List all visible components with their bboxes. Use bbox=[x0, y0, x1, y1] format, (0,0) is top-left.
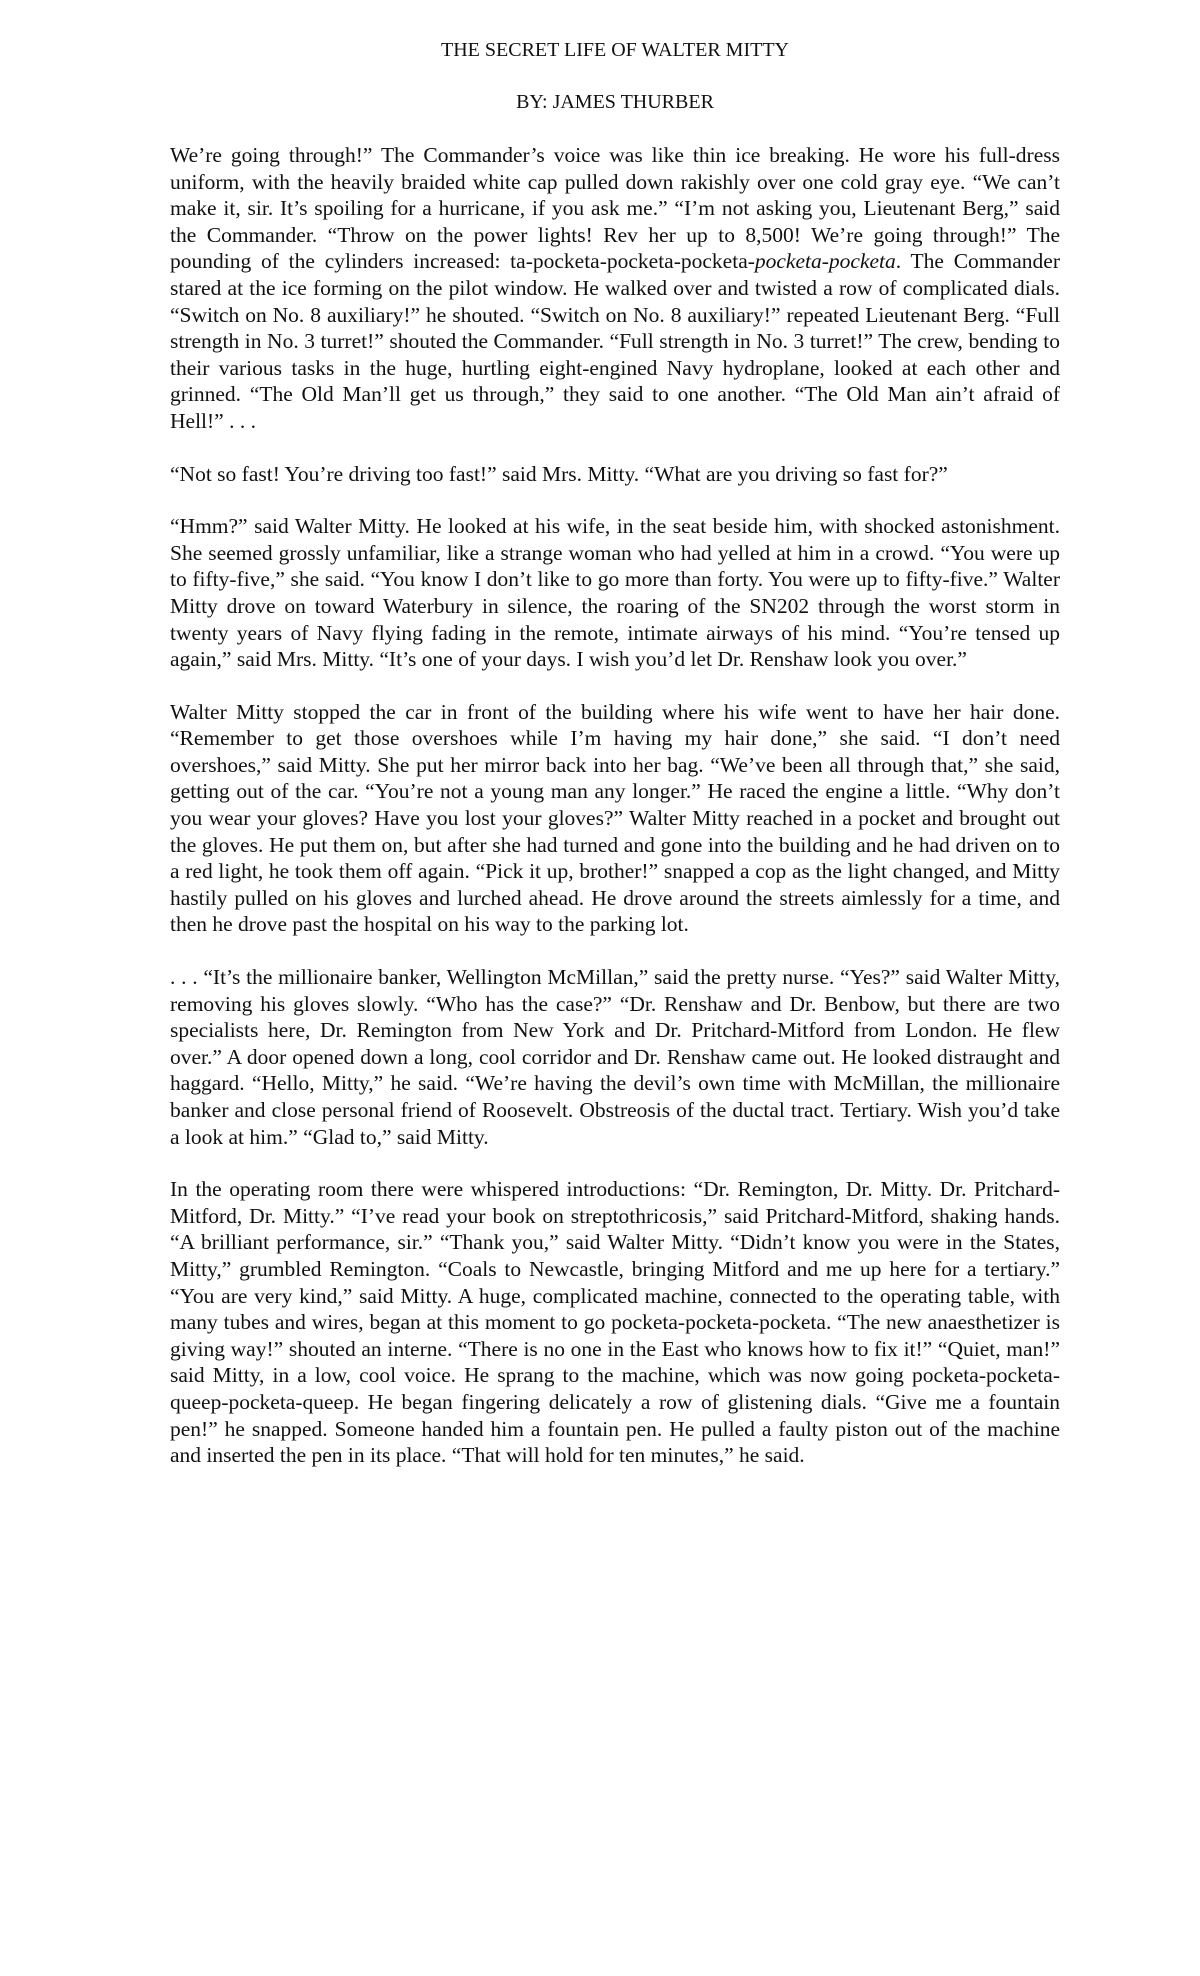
text-run: “Not so fast! You’re driving too fast!” said Mrs. Mitty. “What are you driving so fast for?” bbox=[170, 461, 948, 486]
paragraph bbox=[170, 142, 1060, 435]
paragraph bbox=[170, 461, 1060, 488]
paragraph bbox=[170, 699, 1060, 938]
text-run: . . . “It’s the millionaire banker, Wellington McMillan,” said the pretty nurse. “Yes?” said Walter Mitty, removing his gloves slowly. “Who has the case?” “Dr. Renshaw and Dr. Benbow, but there are two specialists here, Dr. Remington from New York and Dr. Pritchard-Mitford from London. He flew over.” A door opened down a long, cool corridor and Dr. Renshaw came out. He looked distraught and haggard. “Hello, Mitty,” he said. “We’re having the devil’s own time with McMillan, the millionaire banker and close personal friend of Roosevelt. Obstreosis of the ductal tract. Tertiary. Wish you’d take a look at him.” “Glad to,” said Mitty. bbox=[170, 965, 1060, 1149]
paragraph bbox=[170, 964, 1060, 1150]
italic-text-run: pocketa-pocketa bbox=[754, 249, 896, 274]
text-run: . The Commander stared at the ice forming on the pilot window. He walked over and twisted a row of complicated dials. “Switch on No. 8 auxiliary!” he shouted. “Switch on No. 8 auxiliary!” repeated Lieutenant Berg. “Full strength in No. 3 turret!” shouted the Commander. “Full strength in No. 3 turret!” The crew, bending to their various tasks in the huge, hurtling eight-engined Navy hydroplane, looked at each other and grinned. “The Old Man’ll get us through,” they said to one another. “The Old Man ain’t afraid of Hell!” . . . bbox=[170, 249, 1060, 433]
text-run: We’re going through!” The Commander’s voice was like thin ice breaking. He wore his full-dress uniform, with the heavily braided white cap pulled down rakishly over one cold gray eye. “We can’t make it, sir. It’s spoiling for a hurricane, if you ask me.” “I’m not asking you, Lieutenant Berg,” said the Commander. “Throw on the power lights! Rev her up to 8,500! We’re going through!” The pounding of the cylinders increased: ta-pocketa-pocketa-pocketa- bbox=[170, 143, 1060, 274]
document-byline: BY: JAMES THURBER bbox=[516, 91, 714, 113]
text-run: In the operating room there were whispered introductions: “Dr. Remington, Dr. Mitty. Dr. Pritchard-Mitford, Dr. Mitty.” “I’ve read your book on streptothricosis,” said Pritchard-Mitford, shaking hands. “A brilliant performance, sir.” “Thank you,” said Walter Mitty. “Didn’t know you were in the States, Mitty,” grumbled Remington. “Coals to Newcastle, bringing Mitford and me up here for a tertiary.” “You are very kind,” said Mitty. A huge, complicated machine, connected to the operating table, with many tubes and wires, began at this moment to go pocketa-pocketa-pocketa. “The new anaesthetizer is giving way!” shouted an interne. “There is no one in the East who knows how to fix it!” “Quiet, man!” said Mitty, in a low, cool voice. He sprang to the machine, which was now going pocketa-pocketa-queep-pocketa-queep. He began fingering delicately a row of glistening dials. “Give me a fountain pen!” he snapped. Someone handed him a fountain pen. He pulled a faulty piston out of the machine and inserted the pen in its place. “That will hold for ten minutes,” he said. bbox=[170, 1177, 1060, 1468]
text-run: “Hmm?” said Walter Mitty. He looked at his wife, in the seat beside him, with shocked astonishment. She seemed grossly unfamiliar, like a strange woman who had yelled at him in a crowd. “You were up to fifty-five,” she said. “You know I don’t like to go more than forty. You were up to fifty-five.” Walter Mitty drove on toward Waterbury in silence, the roaring of the SN202 through the worst storm in twenty years of Navy flying fading in the remote, intimate airways of his mind. “You’re tensed up again,” said Mrs. Mitty. “It’s one of your days. I wish you’d let Dr. Renshaw look you over.” bbox=[170, 514, 1060, 672]
document-body bbox=[170, 142, 1060, 1469]
paragraph bbox=[170, 513, 1060, 673]
paragraph bbox=[170, 1176, 1060, 1469]
text-run: Walter Mitty stopped the car in front of the building where his wife went to have her hair done. “Remember to get those overshoes while I’m having my hair done,” she said. “I don’t need overshoes,” said Mitty. She put her mirror back into her bag. “We’ve been all through that,” she said, getting out of the car. “You’re not a young man any longer.” He raced the engine a little. “Why don’t you wear your gloves? Have you lost your gloves?” Walter Mitty reached in a pocket and brought out the gloves. He put them on, but after she had turned and gone into the building and he had driven on to a red light, he took them off again. “Pick it up, brother!” snapped a cop as the light changed, and Mitty hastily pulled on his gloves and lurched ahead. He drove around the streets aimlessly for a time, and then he drove past the hospital on his way to the parking lot. bbox=[170, 699, 1060, 937]
document-page bbox=[170, 36, 1060, 1495]
document-title: THE SECRET LIFE OF WALTER MITTY bbox=[441, 39, 789, 61]
